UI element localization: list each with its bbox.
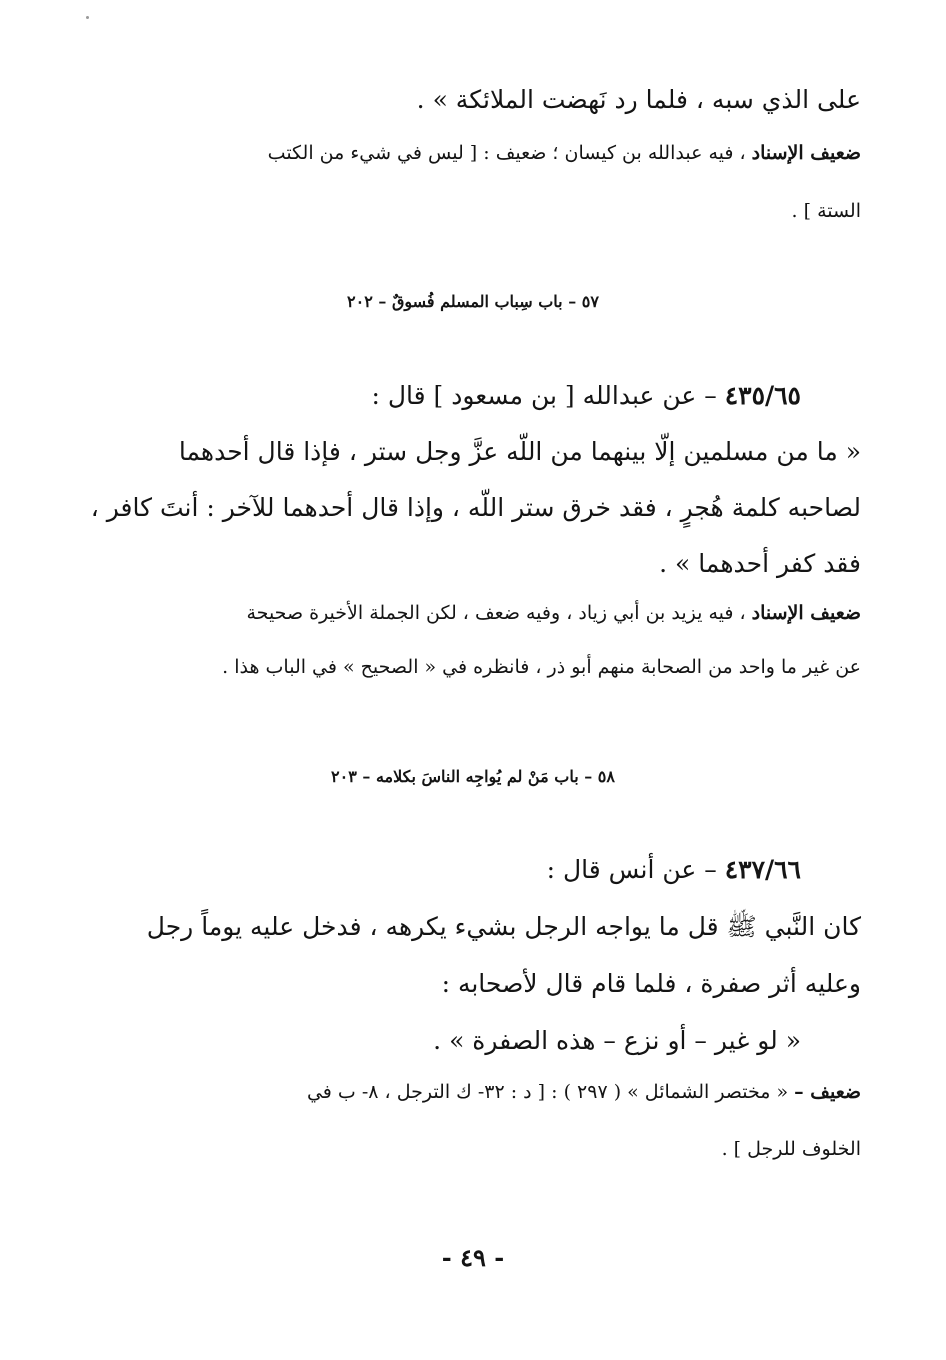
grading-note-line-2: الخلوف للرجل ] .: [721, 1138, 861, 1160]
hadith-text-line: « ما من مسلمين إلّا بينهما من اللّه عزَّ وجل ستر ، فإذا قال أحدهما: [178, 437, 861, 466]
note-text: ، فيه عبدالله بن كيسان ؛ ضعيف : [ ليس في شيء من الكتب: [267, 142, 752, 164]
note-label: ضعيف الإسناد: [751, 602, 861, 624]
hadith-intro-66: [547, 850, 801, 890]
note-text: « مختصر الشمائل » ( ٢٩٧ ) : [ د : ٣٢- ك الترجل ، ٨- ب في: [306, 1081, 795, 1103]
grading-note-line: [307, 1077, 861, 1107]
hadith-intro-65: [371, 376, 801, 416]
hadith-text-line: « لو غير – أو نزع – هذه الصفرة » .: [433, 1026, 801, 1055]
grading-note-line-2: عن غير ما واحد من الصحابة منهم أبو ذر ، فانظره في « الصحيح » في الباب هذا .: [222, 656, 861, 678]
top-text-line: [417, 80, 861, 120]
hadith-text-line: كان النَّبي ﷺ قل ما يواجه الرجل بشيء يكرهه ، فدخل عليه يوماً رجل: [146, 912, 861, 941]
hadith-number: ٤٣٥/٦٥: [724, 381, 801, 410]
chapter-heading-57: ٥٧ – باب سِباب المسلم فُسوقٌ – ٢٠٢: [347, 292, 599, 311]
note-text: الستة ] .: [791, 200, 861, 222]
top-line-1: على الذي سبه ، فلما رد نَهضت الملائكة » .: [416, 85, 861, 114]
hadith-narrator: – عن عبدالله [ بن مسعود ] قال :: [371, 381, 725, 410]
hadith-text-line: وعليه أثر صفرة ، فلما قام قال لأصحابه :: [441, 969, 861, 998]
hadith-text-line: لصاحبه كلمة هُجرٍ ، فقد خرق ستر اللّه ، وإذا قال أحدهما للآخر : أنتَ كافر ،: [90, 493, 861, 522]
note-label: ضعيف الإسناد: [751, 142, 861, 164]
hadith-number: ٤٣٧/٦٦: [724, 855, 801, 884]
top-note-line-2: [792, 196, 861, 226]
note-label: ضعيف –: [794, 1081, 861, 1103]
hadith-narrator: – عن أنس قال :: [546, 855, 725, 884]
hadith-text-line: فقد كفر أحدهما » .: [659, 549, 861, 578]
note-text: ، فيه يزيد بن أبي زياد ، وفيه ضعف ، لكن الجملة الأخيرة صحيحة: [246, 602, 752, 624]
scan-speck: [86, 16, 89, 19]
top-note-line: [268, 138, 861, 168]
grading-note-line: [247, 598, 862, 628]
chapter-heading-58: ٥٨ – باب مَنْ لم يُواجِه الناسَ بكلامه – ٢٠٣: [331, 767, 615, 786]
page-number: - ٤٩ -: [441, 1243, 505, 1272]
